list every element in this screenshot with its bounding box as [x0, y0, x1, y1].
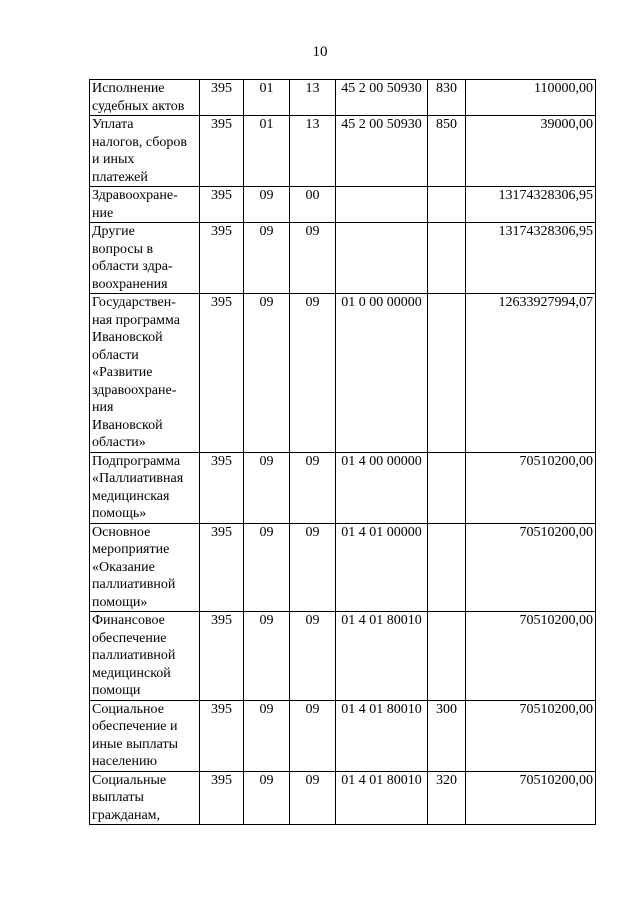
- row-rz: 01: [244, 80, 290, 116]
- row-sum: 70510200,00: [466, 523, 596, 612]
- row-gr: 395: [200, 452, 244, 523]
- table-row: [90, 80, 596, 116]
- row-gr: 395: [200, 80, 244, 116]
- row-cs: 01 0 00 00000: [336, 294, 428, 453]
- row-sum: 70510200,00: [466, 452, 596, 523]
- row-name: Здравоохране- ние: [90, 187, 200, 223]
- row-cs: 01 4 01 00000: [336, 523, 428, 612]
- row-pr: 09: [290, 452, 336, 523]
- row-name: Уплата налогов, сборов и иных платежей: [90, 116, 200, 187]
- row-gr: 395: [200, 700, 244, 771]
- row-cs: 01 4 00 00000: [336, 452, 428, 523]
- row-rz: 01: [244, 116, 290, 187]
- row-gr: 395: [200, 612, 244, 701]
- row-name: Другие вопросы в области здра- воохранения: [90, 223, 200, 294]
- row-cs: [336, 187, 428, 223]
- row-name: Социальные выплаты гражданам,: [90, 771, 200, 825]
- row-gr: 395: [200, 771, 244, 825]
- table-row: [90, 523, 596, 612]
- row-sum: 39000,00: [466, 116, 596, 187]
- row-rz: 09: [244, 612, 290, 701]
- row-pr: 00: [290, 187, 336, 223]
- row-pr: 09: [290, 700, 336, 771]
- row-rz: 09: [244, 223, 290, 294]
- row-gr: 395: [200, 223, 244, 294]
- row-cs: 45 2 00 50930: [336, 80, 428, 116]
- row-rz: 09: [244, 187, 290, 223]
- row-sum: 110000,00: [466, 80, 596, 116]
- row-sum: 13174328306,95: [466, 187, 596, 223]
- table-row: [90, 452, 596, 523]
- row-sum: 12633927994,07: [466, 294, 596, 453]
- row-cs: 45 2 00 50930: [336, 116, 428, 187]
- table-row: [90, 116, 596, 187]
- table-row: [90, 612, 596, 701]
- row-pr: 09: [290, 523, 336, 612]
- row-gr: 395: [200, 187, 244, 223]
- row-cs: 01 4 01 80010: [336, 700, 428, 771]
- row-rz: 09: [244, 700, 290, 771]
- row-sum: 70510200,00: [466, 700, 596, 771]
- row-pr: 09: [290, 771, 336, 825]
- row-vr: [428, 523, 466, 612]
- table-row: [90, 187, 596, 223]
- row-sum: 70510200,00: [466, 612, 596, 701]
- row-cs: 01 4 01 80010: [336, 612, 428, 701]
- row-pr: 13: [290, 80, 336, 116]
- row-name: Подпрограмма «Паллиативная медицинская помощь»: [90, 452, 200, 523]
- table-row: [90, 771, 596, 825]
- row-name: Финансовое обеспечение паллиативной медицинской помощи: [90, 612, 200, 701]
- row-rz: 09: [244, 452, 290, 523]
- row-sum: 70510200,00: [466, 771, 596, 825]
- table-row: [90, 700, 596, 771]
- budget-table: [89, 79, 596, 825]
- row-pr: 09: [290, 223, 336, 294]
- row-vr: [428, 187, 466, 223]
- row-vr: [428, 294, 466, 453]
- row-pr: 13: [290, 116, 336, 187]
- row-name: Исполнение судебных актов: [90, 80, 200, 116]
- row-gr: 395: [200, 116, 244, 187]
- page-number: 10: [312, 44, 328, 60]
- row-gr: 395: [200, 294, 244, 453]
- row-name: Государствен- ная программа Ивановской области «Развитие здравоохране- ния Ивановской области»: [90, 294, 200, 453]
- row-vr: 320: [428, 771, 466, 825]
- row-name: Основное мероприятие «Оказание паллиативной помощи»: [90, 523, 200, 612]
- row-pr: 09: [290, 612, 336, 701]
- row-vr: 850: [428, 116, 466, 187]
- row-cs: [336, 223, 428, 294]
- row-vr: [428, 452, 466, 523]
- row-vr: 300: [428, 700, 466, 771]
- row-rz: 09: [244, 523, 290, 612]
- row-vr: [428, 612, 466, 701]
- table-row: [90, 223, 596, 294]
- row-sum: 13174328306,95: [466, 223, 596, 294]
- row-rz: 09: [244, 771, 290, 825]
- row-rz: 09: [244, 294, 290, 453]
- row-name: Социальное обеспечение и иные выплаты населению: [90, 700, 200, 771]
- table-row: [90, 294, 596, 453]
- row-vr: [428, 223, 466, 294]
- row-gr: 395: [200, 523, 244, 612]
- row-pr: 09: [290, 294, 336, 453]
- row-cs: 01 4 01 80010: [336, 771, 428, 825]
- row-vr: 830: [428, 80, 466, 116]
